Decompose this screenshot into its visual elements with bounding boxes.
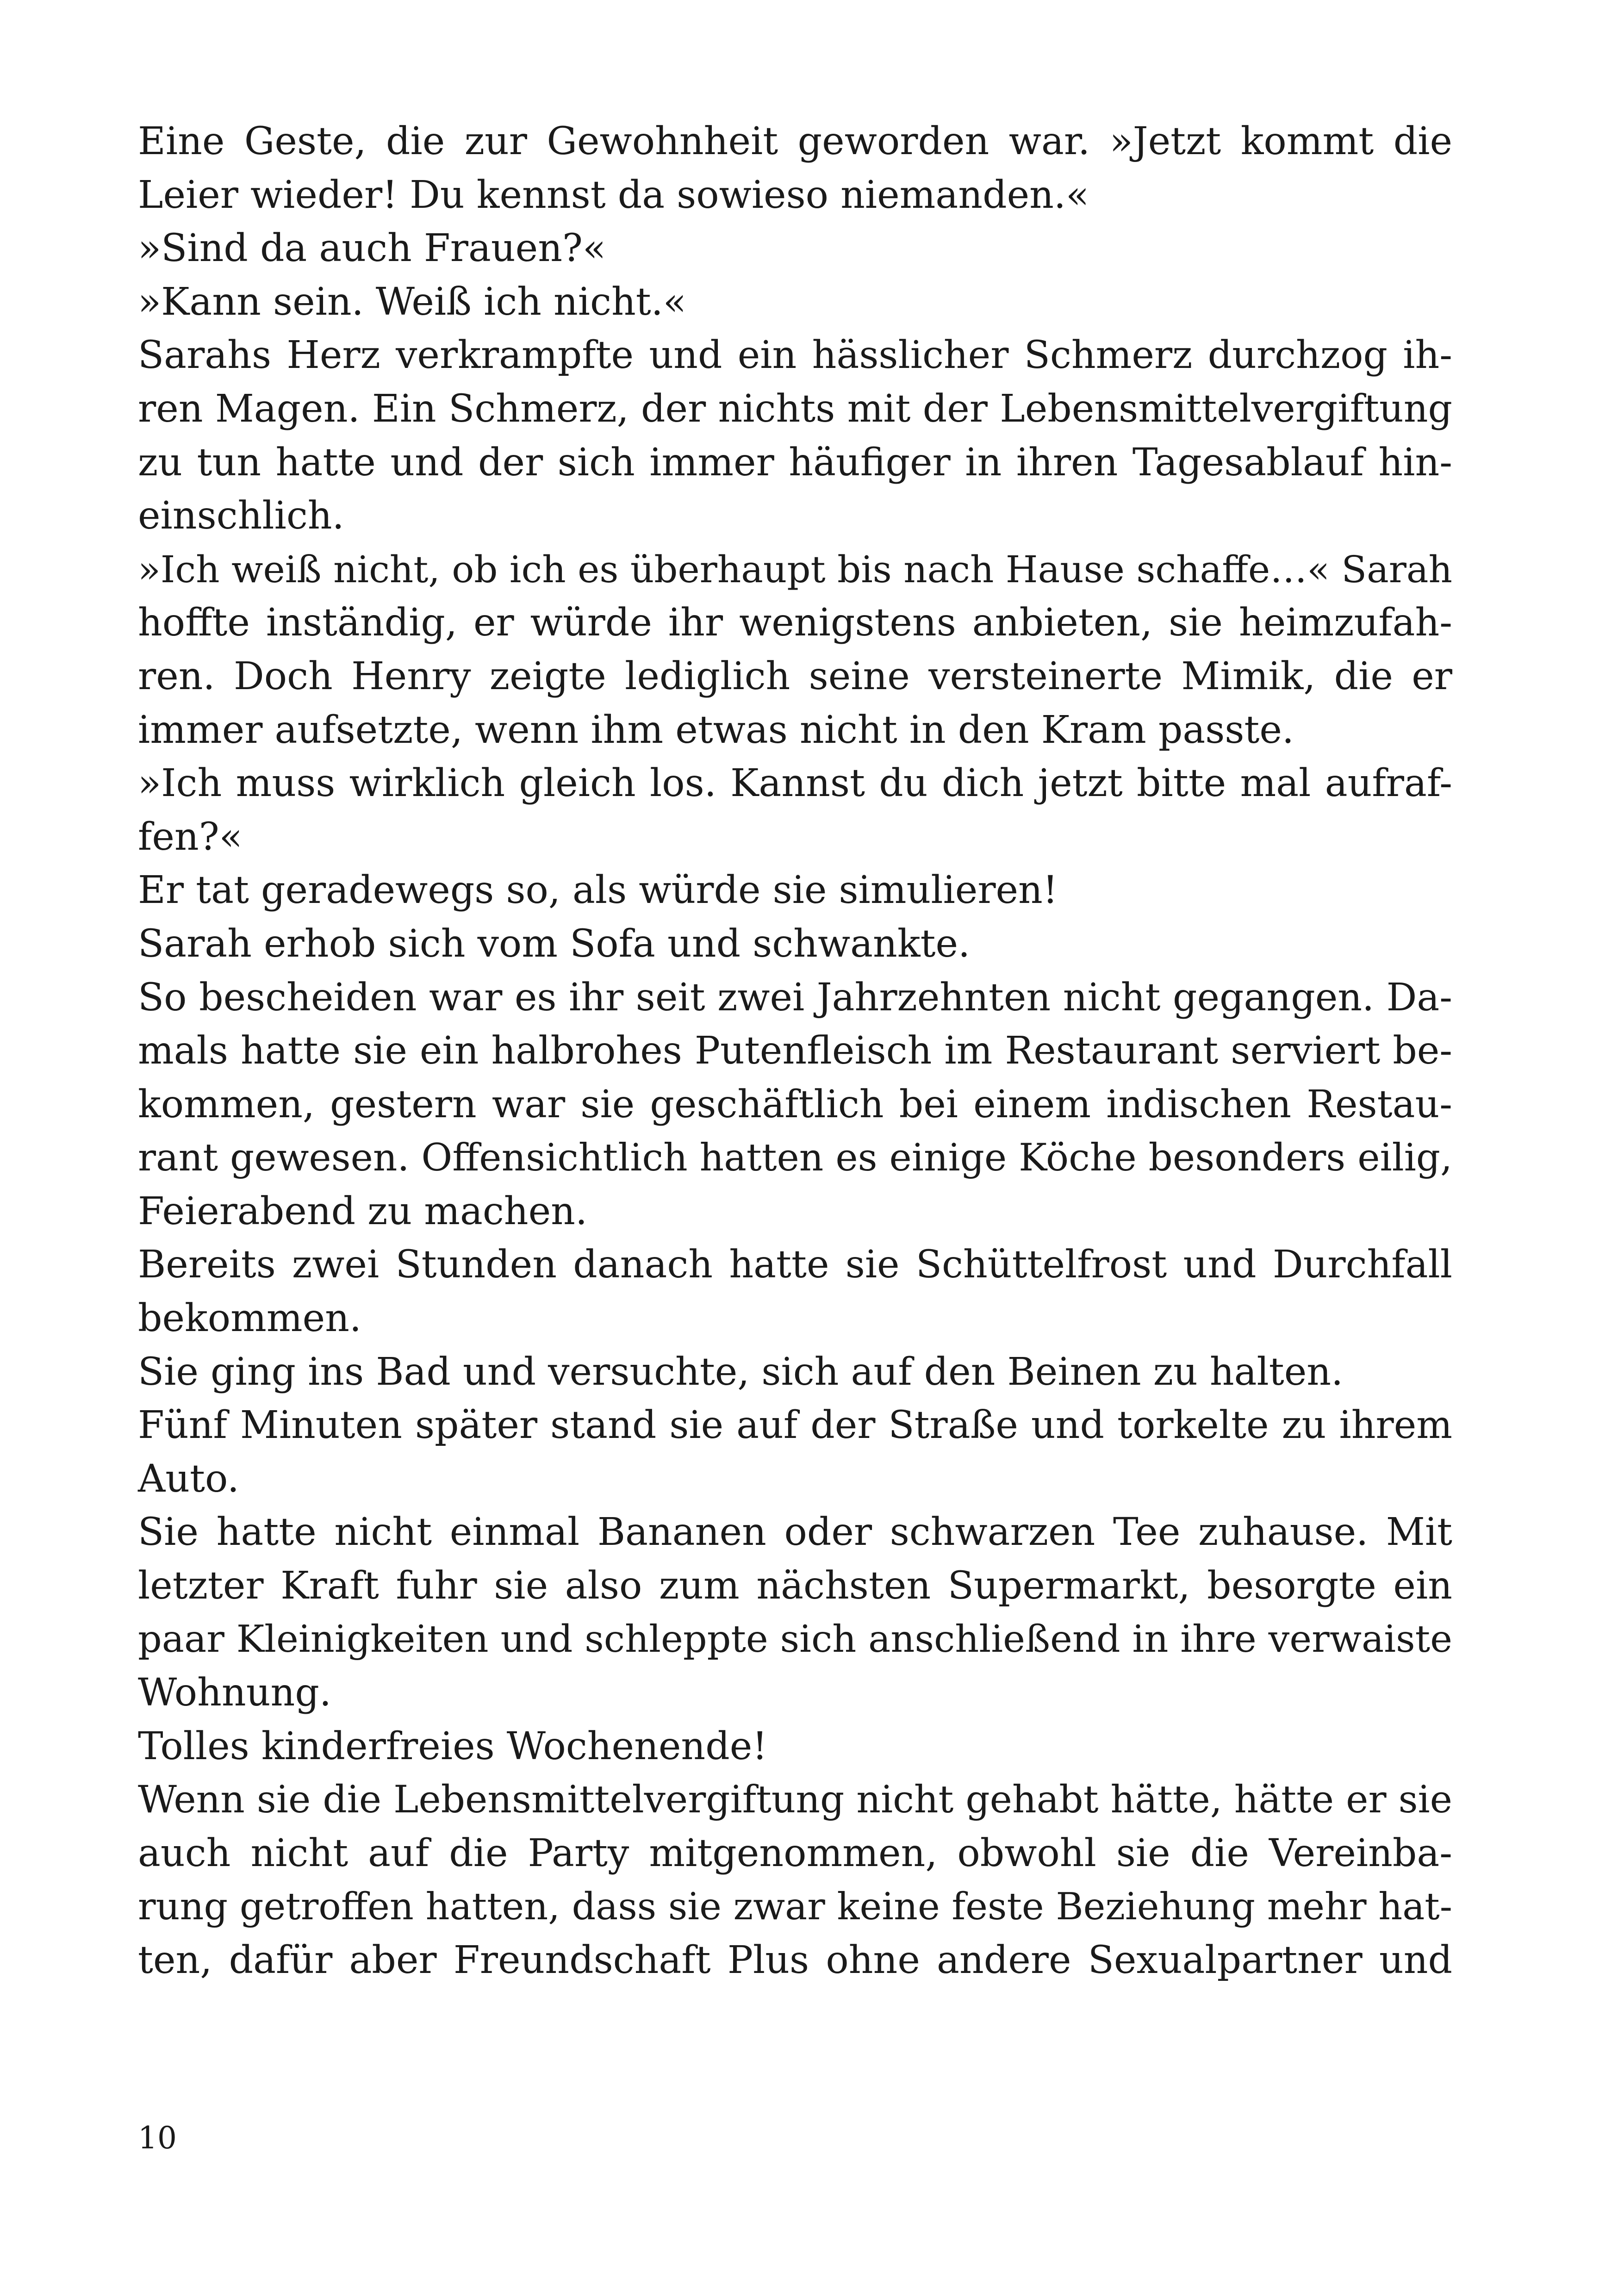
text-line: Tolles kinderfreies Wochenende!: [138, 1724, 768, 1768]
text-line: paar Kleinigkeiten und schleppte sich anschließend in ihre verwaiste: [138, 1617, 1452, 1661]
text-line: Sie ging ins Bad und versuchte, sich auf den Beinen zu halten.: [138, 1350, 1344, 1394]
text-line: »Ich muss wirklich gleich los. Kannst du dich jetzt bitte mal aufraf-: [138, 761, 1452, 806]
text-line: »Ich weiß nicht, ob ich es überhaupt bis nach Hause schaffe…« Sarah: [138, 548, 1452, 591]
text-line: »Sind da auch Frauen?«: [138, 226, 606, 271]
text-line: Sarah erhob sich vom Sofa und schwankte.: [138, 921, 971, 966]
body-text: [138, 115, 1452, 1987]
text-line: mals hatte sie ein halbrohes Putenfleisch im Restaurant serviert be-: [138, 1029, 1452, 1073]
text-line: Er tat geradewegs so, als würde sie simulieren!: [138, 868, 1058, 913]
text-line: immer aufsetzte, wenn ihm etwas nicht in den Kram passte.: [138, 708, 1294, 752]
text-line: ren Magen. Ein Schmerz, der nichts mit der Lebensmittelvergiftung: [138, 386, 1452, 431]
text-line: Sie hatte nicht einmal Bananen oder schwarzen Tee zuhause. Mit: [138, 1510, 1452, 1555]
text-line: zu tun hatte und der sich immer häufiger in ihren Tagesablauf hin-: [138, 440, 1452, 485]
text-line: bekommen.: [138, 1296, 361, 1341]
text-line: einschlich.: [138, 494, 344, 538]
text-line: rant gewesen. Offensichtlich hatten es einige Köche besonders eilig,: [138, 1136, 1452, 1180]
text-line: Eine Geste, die zur Gewohnheit geworden war. »Jetzt kommt die: [138, 119, 1452, 163]
text-line: »Kann sein. Weiß ich nicht.«: [138, 280, 686, 324]
text-line: letzter Kraft fuhr sie also zum nächsten Supermarkt, besorgte ein: [138, 1564, 1452, 1608]
text-line: Feierabend zu machen.: [138, 1189, 588, 1233]
text-line: rung getroffen hatten, dass sie zwar keine feste Beziehung mehr hat-: [138, 1885, 1452, 1929]
text-line: Leier wieder! Du kennst da sowieso niemanden.«: [138, 173, 1089, 217]
text-line: Fünf Minuten später stand sie auf der Straße und torkelte zu ihrem: [138, 1403, 1452, 1448]
text-line: Sarahs Herz verkrampfte und ein hässlicher Schmerz durchzog ih-: [138, 333, 1452, 378]
text-line: kommen, gestern war sie geschäftlich bei einem indischen Restau-: [138, 1082, 1452, 1126]
text-line: ren. Doch Henry zeigte lediglich seine versteinerte Mimik, die er: [138, 654, 1452, 698]
text-line: auch nicht auf die Party mitgenommen, obwohl sie die Vereinba-: [138, 1831, 1452, 1875]
page-number: 10: [138, 2120, 177, 2156]
text-line: Wohnung.: [138, 1671, 331, 1715]
text-line: ten, dafür aber Freundschaft Plus ohne andere Sexualpartner und: [138, 1938, 1452, 1983]
text-line: Auto.: [138, 1456, 239, 1501]
text-line: hoffte inständig, er würde ihr wenigstens anbieten, sie heimzufah-: [138, 601, 1452, 645]
text-line: fen?«: [138, 815, 243, 859]
text-line: So bescheiden war es ihr seit zwei Jahrzehnten nicht gegangen. Da-: [138, 975, 1452, 1020]
text-line: Bereits zwei Stunden danach hatte sie Schüttelfrost und Durchfall: [138, 1243, 1452, 1287]
text-line: Wenn sie die Lebensmittelvergiftung nicht gehabt hätte, hätte er sie: [138, 1778, 1452, 1822]
